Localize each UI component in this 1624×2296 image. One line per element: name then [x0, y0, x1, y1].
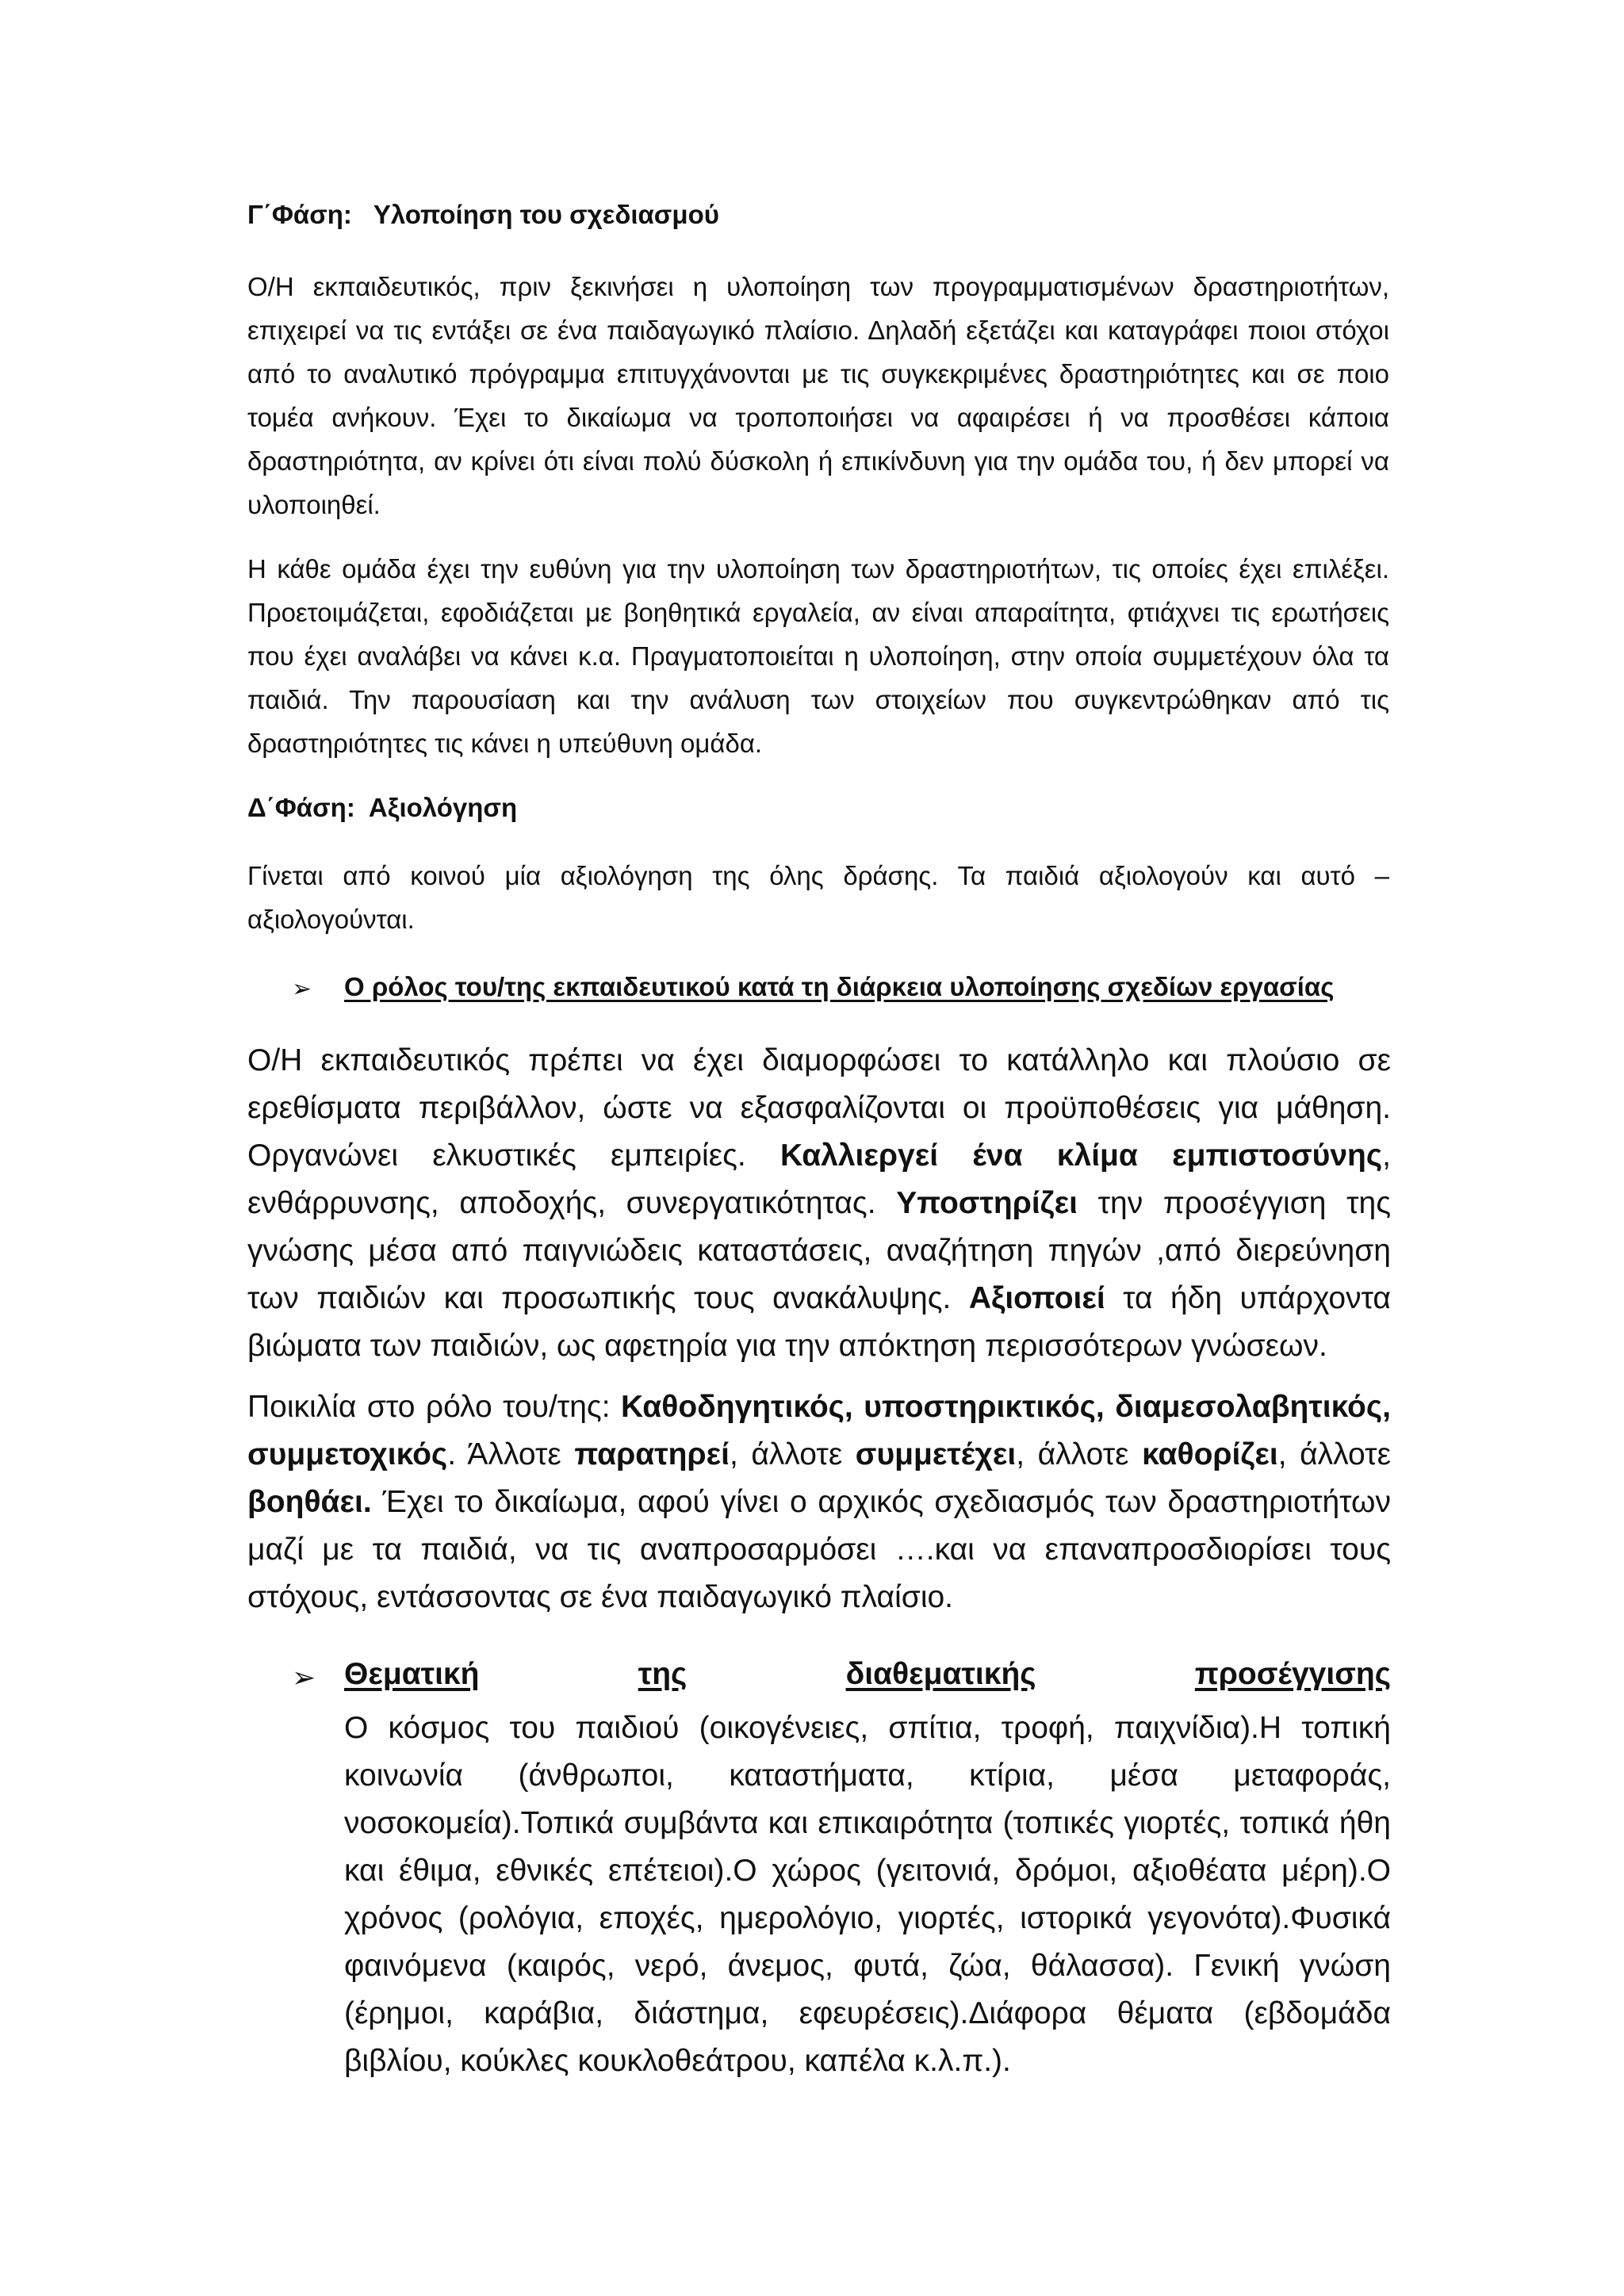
phase-d-heading: Δ΄Φάση: Αξιολόγηση: [247, 793, 518, 822]
thematic-heading: [344, 1657, 1391, 1692]
teacher-role-paragraph-2: [247, 1383, 1391, 1621]
teacher-role-paragraph-1: [247, 1037, 1391, 1370]
phase-d-paragraph: Γίνεται από κοινού μία αξιολόγηση της όλης δράσης. Τα παιδιά αξιολογούν και αυτό – αξιολογούνται.: [247, 861, 1389, 934]
bold-text: Υποστηρίζει: [896, 1186, 1078, 1220]
text-span: . Άλλοτε: [447, 1437, 575, 1471]
phase-c-paragraph-2: Η κάθε ομάδα έχει την ευθύνη για την υλοποίηση των δραστηριοτήτων, τις οποίες έχει επιλέξει. Προετοιμάζεται, εφοδιάζεται με βοηθητικά εργαλεία, αν είναι απαραίτητα, φτιάχνει τις ερωτήσεις που έχει αναλάβει να κάνει κ.α. Πραγματοποιείται η υλοποίηση, στην οποία συμμετέχουν όλα τα παιδιά. Την παρουσίαση και την ανάλυση των στοιχείων που συγκεντρώθηκαν από τις δραστηριότητες τις κάνει η υπεύθυνη ομάδα.: [247, 554, 1389, 758]
phase-c-paragraph-1: Ο/Η εκπαιδευτικός, πριν ξεκινήσει η υλοποίηση των προγραμματισμένων δραστηριοτήτων, επιχειρεί να τις εντάξει σε ένα παιδαγωγικό πλαίσιο. Δηλαδή εξετάζει και καταγράφει ποιοι στόχοι από το αναλυτικό πρόγραμμα επιτυγχάνονται με τις συγκεκριμένες δραστηριότητες και σε ποιο τομέα ανήκουν. Έχει το δικαίωμα να τροποποιήσει να αφαιρέσει ή να προσθέσει κάποια δραστηριότητα, αν κρίνει ότι είναι πολύ δύσκολη ή επικίνδυνη για την ομάδα του, ή δεν μπορεί να υλοποιηθεί.: [247, 272, 1389, 519]
teacher-role-bullet-heading: [292, 972, 1391, 1007]
bold-text: βοηθάει.: [247, 1485, 372, 1519]
teacher-role-heading: Ο ρόλος του/της εκπαιδευτικού κατά τη διάρκεια υλοποίησης σχεδίων εργασίας: [344, 972, 1335, 1001]
arrow-bullet-icon: ➢: [292, 1662, 316, 1694]
text-span: , ενθάρρυνσης, αποδοχής, συνεργατικότητας.: [247, 1138, 1391, 1220]
thematic-heading-word: προσέγγισης: [1194, 1657, 1391, 1691]
bold-text: καθορίζει: [1142, 1437, 1278, 1471]
thematic-heading-word: της: [638, 1657, 688, 1691]
text-span: Ποικιλία στο ρόλο του/της:: [247, 1390, 621, 1424]
text-span: , άλλοτε: [1016, 1437, 1143, 1471]
phase-c-heading: Γ΄Φάση: Υλοποίηση του σχεδιασμού: [247, 200, 719, 229]
text-span: Έχει το δικαίωμα, αφού γίνει ο αρχικός σχεδιασμός των δραστηριοτήτων μαζί με τα παιδιά, να τις αναπροσαρμόσει ….και να επαναπροσδιορίσει τους στόχους, εντάσσοντας σε ένα παιδαγωγικό πλαίσιο.: [247, 1485, 1391, 1614]
bold-text: Καθοδηγητικός, υποστηρικτικός, διαμεσολαβητικός, συμμετοχικός: [247, 1390, 1391, 1471]
bold-text: συμμετέχει: [855, 1437, 1017, 1471]
bold-text: Αξιοποιεί: [968, 1281, 1105, 1315]
text-span: τα ήδη υπάρχοντα βιώματα των παιδιών, ως αφετηρία για την απόκτηση περισσότερων γνώσεων.: [247, 1281, 1391, 1363]
text-span: , άλλοτε: [1277, 1437, 1391, 1471]
text-span: , άλλοτε: [729, 1437, 856, 1471]
arrow-bullet-icon: ➢: [292, 975, 312, 1003]
bold-text: Καλλιεργεί ένα κλίμα εμπιστοσύνης: [779, 1138, 1383, 1173]
thematic-heading-word: Θεματική: [344, 1657, 480, 1691]
bold-text: παρατηρεί: [574, 1437, 730, 1471]
thematic-heading-word: διαθεματικής: [845, 1657, 1036, 1691]
text-span: την προσέγγιση της γνώσης μέσα από παιγνιώδεις καταστάσεις, αναζήτηση πηγών ,από διερεύνηση των παιδιών και προσωπικής τους ανακάλυψης.: [247, 1186, 1391, 1315]
thematic-paragraph: Ο κόσμος του παιδιού (οικογένειες, σπίτια, τροφή, παιχνίδια).Η τοπική κοινωνία (άνθρωποι, καταστήματα, κτίρια, μέσα μεταφοράς, νοσοκομεία).Τοπικά συμβάντα και επικαιρότητα (τοπικές γιορτές, τοπικά ήθη και έθιμα, εθνικές επέτειοι).Ο χώρος (γειτονιά, δρόμοι, αξιοθέατα μέρη).Ο χρόνος (ρολόγια, εποχές, ημερολόγιο, γιορτές, ιστορικά γεγονότα).Φυσικά φαινόμενα (καιρός, νερό, άνεμος, φυτά, ζώα, θάλασσα). Γενική γνώση (έρημοι, καράβια, διάστημα, εφευρέσεις).Διάφορα θέματα (εβδομάδα βιβλίου, κούκλες κουκλοθεάτρου, καπέλα κ.λ.π.).: [344, 1711, 1391, 2078]
text-span: Ο/Η εκπαιδευτικός πρέπει να έχει διαμορφώσει το κατάλληλο και πλούσιο σε ερεθίσματα περιβάλλον, ώστε να εξασφαλίζονται οι προϋποθέσεις για μάθηση. Οργανώνει ελκυστικές εμπειρίες.: [247, 1043, 1391, 1173]
thematic-bullet-heading: [292, 1657, 1391, 1698]
